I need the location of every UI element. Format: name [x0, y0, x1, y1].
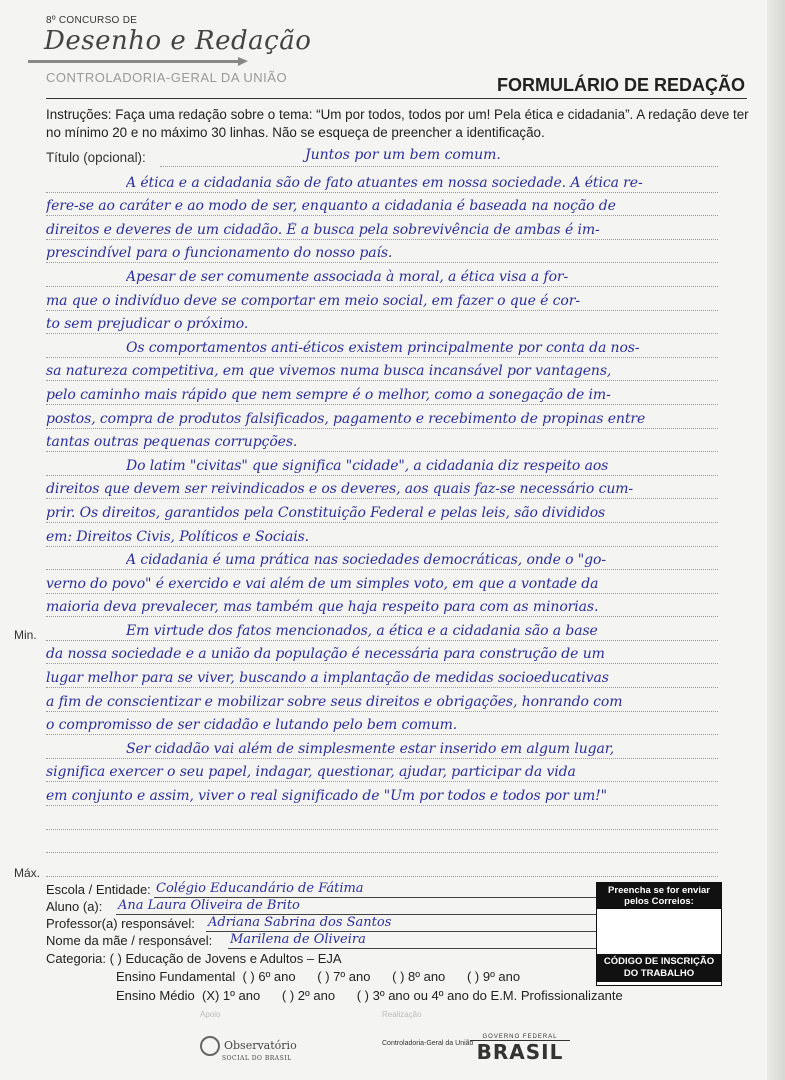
essay-line: [46, 523, 718, 547]
essay-line-text: em: Direitos Civis, Políticos e Sociais.: [46, 528, 310, 545]
essay-line: [46, 759, 718, 783]
essay-line: [46, 641, 718, 665]
essay-line-text: A ética e a cidadania são de fato atuantes em nossa sociedade. A ética re-: [126, 174, 643, 191]
title-handwriting: Juntos por um bem comum.: [305, 147, 501, 163]
essay-line-text: significa exercer o seu papel, indagar, questionar, ajudar, participar da vida: [46, 764, 576, 781]
support-label: Apoio: [200, 1010, 221, 1019]
essay-line: [46, 287, 718, 311]
mother-underline: [228, 948, 596, 949]
essay-line-text: lugar melhor para se viver, buscando a implantação de medidas socioeducativas: [46, 670, 609, 687]
essay-line: [46, 429, 718, 453]
mother-value: Marilena de Oliveira: [230, 932, 366, 947]
essay-line-text: da nossa sociedade e a união da população é necessária para construção de um: [46, 646, 605, 663]
essay-line: [46, 853, 718, 877]
category-medio[interactable]: Ensino Médio (X) 1º ano ( ) 2º ano ( ) 3º ano ou 4º ano do E.M. Profissionalizante: [116, 988, 623, 1003]
essay-line-text: prir. Os direitos, garantidos pela Constituição Federal e pelas leis, são divididos: [46, 504, 606, 521]
form-title: FORMULÁRIO DE REDAÇÃO: [497, 75, 745, 95]
pencil-icon: [28, 60, 238, 63]
essay-line: [46, 476, 718, 500]
essay-line-text: A cidadania é uma prática nas sociedades democráticas, onde o "go-: [126, 552, 606, 569]
student-row: [46, 899, 596, 916]
essay-line-text: postos, compra de produtos falsificados, pagamento e recebimento de propinas entre: [46, 410, 646, 427]
student-label: Aluno (a):: [46, 899, 103, 914]
observatorio-subtitle: SOCIAL DO BRASIL: [222, 1055, 292, 1062]
governo-federal-logo: [470, 1034, 570, 1063]
essay-line-text: Ser cidadão vai além de simplesmente estar inserido em algum lugar,: [126, 740, 615, 757]
essay-line: [46, 688, 718, 712]
essay-line-text: fere-se ao caráter e ao modo de ser, enquanto a cidadania é baseada na noção de: [46, 198, 616, 215]
student-value: Ana Laura Oliveira de Brito: [118, 898, 300, 913]
governo-federal-text: GOVERNO FEDERAL: [470, 1034, 570, 1041]
organization-name: CONTROLADORIA-GERAL DA UNIÃO: [46, 70, 288, 85]
essay-line: [46, 499, 718, 523]
instructions: Instruções: Faça uma redação sobre o tema: “Um por todos, todos por um! Pela ética e cidadania”. A redação deve ter no mínimo 20 e no máximo 30 linhas. Não se esqueça de preencher a identificação.: [46, 107, 749, 140]
essay-line-text: Em virtude dos fatos mencionados, a ética e a cidadania são a base: [126, 622, 598, 639]
essay-line: [46, 263, 718, 287]
contest-title: Desenho e Redação: [44, 26, 312, 56]
essay-line: [46, 806, 718, 830]
mother-label: Nome da mãe / responsável:: [46, 933, 213, 948]
essay-line: [46, 594, 718, 618]
school-value: Colégio Educandário de Fátima: [156, 881, 364, 896]
realization-label: Realização: [382, 1010, 422, 1019]
mail-box-heading: Preencha se for enviar pelos Correios:: [597, 883, 721, 909]
essay-line-text: maioria deva prevalecer, mas também que haja respeito para com as minorias.: [46, 599, 599, 616]
teacher-row: [46, 916, 596, 933]
essay-line: [46, 452, 718, 476]
max-marker: Máx.: [14, 866, 41, 880]
essay-line-text: direitos que devem ser reivindicados e os deveres, aos quais faz-se necessário cum-: [46, 481, 634, 498]
header-divider: [46, 98, 747, 99]
essay-line-text: direitos e deveres de um cidadão. É a busca pela sobrevivência de ambas é im-: [46, 221, 600, 238]
essay-line: [46, 735, 718, 759]
essay-line: [46, 358, 718, 382]
contest-edition: 8º CONCURSO DE: [46, 15, 138, 26]
observatorio-logo: [200, 1036, 297, 1062]
essay-line-text: verno do povo" é exercido e vai além de um simples voto, em que a vontade da: [46, 575, 599, 592]
min-marker: Min.: [14, 628, 37, 642]
essay-line-text: Do latim "civitas" que significa "cidade", a cidadania diz respeito aos: [126, 457, 609, 474]
essay-line-text: prescindível para o funcionamento do nosso país.: [46, 245, 393, 262]
essay-lines: [46, 169, 718, 877]
title-label: Título (opcional):: [46, 150, 146, 165]
essay-line-text: to sem prejudicar o próximo.: [46, 316, 249, 333]
essay-line-text: em conjunto e assim, viver o real significado de "Um por todos e todos por um!": [46, 788, 608, 805]
essay-line: [46, 193, 718, 217]
title-line: [160, 166, 718, 167]
essay-line: [46, 570, 718, 594]
brasil-text: BRASIL: [476, 1040, 564, 1064]
observatorio-name: Observatório: [224, 1039, 297, 1052]
cgu-logo-text: Controladoria-Geral da União: [382, 1040, 474, 1047]
essay-line: [46, 547, 718, 571]
essay-line: [46, 664, 718, 688]
category-fundamental[interactable]: Ensino Fundamental ( ) 6º ano ( ) 7º ano ( ) 8º ano ( ) 9º ano: [116, 969, 521, 984]
registration-code-label: CÓDIGO DE INSCRIÇÃO DO TRABALHO: [596, 954, 722, 982]
essay-line: [46, 240, 718, 264]
identification-section: [46, 882, 596, 950]
essay-line: [46, 311, 718, 335]
essay-line-text: ma que o indivíduo deve se comportar em meio social, em fazer o que é cor-: [46, 292, 580, 309]
essay-line: [46, 334, 718, 358]
teacher-value: Adriana Sabrina dos Santos: [208, 915, 392, 930]
essay-line: [46, 405, 718, 429]
page-edge: [767, 0, 785, 1080]
essay-line-text: pelo caminho mais rápido que nem sempre é o melhor, como a sonegação de im-: [46, 386, 611, 403]
essay-line: [46, 216, 718, 240]
category-eja[interactable]: Categoria: ( ) Educação de Jovens e Adultos – EJA: [46, 951, 342, 966]
essay-line-text: tantas outras pequenas corrupções.: [46, 434, 298, 451]
essay-line: [46, 782, 718, 806]
essay-line-text: a fim de conscientizar e mobilizar sobre seus direitos e obrigações, honrando com: [46, 693, 623, 710]
essay-line-text: Os comportamentos anti-éticos existem principalmente por conta da nos-: [126, 339, 640, 356]
essay-line: [46, 712, 718, 736]
mother-row: [46, 933, 596, 950]
teacher-label: Professor(a) responsável:: [46, 916, 195, 931]
essay-line: [46, 617, 718, 641]
school-label: Escola / Entidade:: [46, 882, 151, 897]
essay-line: [46, 381, 718, 405]
essay-line-text: o compromisso de ser cidadão e lutando pelo bem comum.: [46, 717, 458, 734]
essay-line: [46, 169, 718, 193]
essay-line-text: Apesar de ser comumente associada à moral, a ética visa a for-: [126, 268, 569, 285]
school-row: [46, 882, 596, 899]
essay-line-text: sa natureza competitiva, em que vivemos numa busca incansável por vantagens,: [46, 363, 612, 380]
essay-line: [46, 830, 718, 854]
observatorio-ring-icon: [200, 1036, 220, 1056]
